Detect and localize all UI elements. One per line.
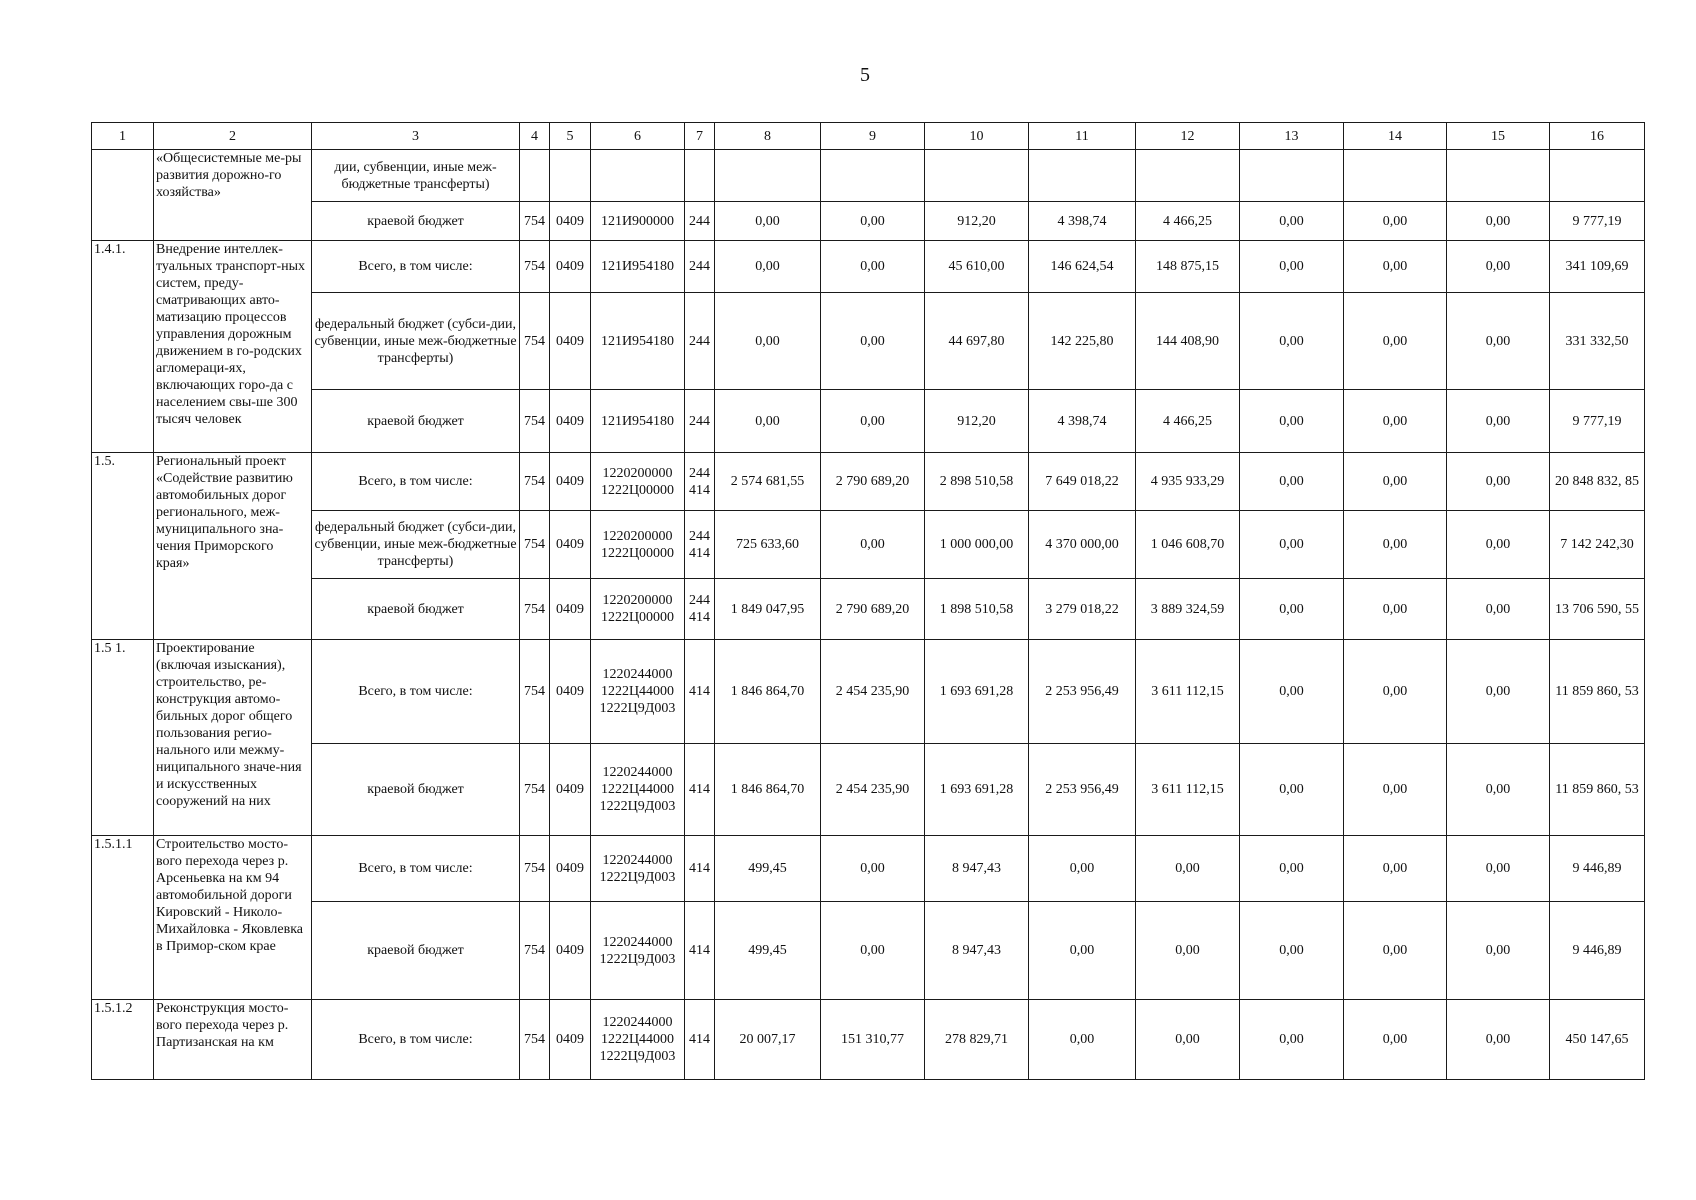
funding-source: Всего, в том числе: <box>312 640 520 744</box>
funding-source: краевой бюджет <box>312 202 520 241</box>
amount-cell: 0,00 <box>1240 293 1344 390</box>
amount-cell: 11 859 860, 53 <box>1550 640 1645 744</box>
funding-source: федеральный бюджет (субси-дии, субвенции, иные меж-бюджетные трансферты) <box>312 511 520 579</box>
amount-cell: 45 610,00 <box>925 241 1029 293</box>
column-number: 9 <box>821 123 925 150</box>
column-number: 2 <box>154 123 312 150</box>
amount-cell: 9 777,19 <box>1550 202 1645 241</box>
amount-cell: 142 225,80 <box>1029 293 1136 390</box>
amount-cell: 1 849 047,95 <box>715 579 821 640</box>
amount-cell: 0,00 <box>1447 453 1550 511</box>
amount-cell: 4 466,25 <box>1136 390 1240 453</box>
amount-cell <box>1240 150 1344 202</box>
amount-cell: 0,00 <box>1136 836 1240 902</box>
amount-cell: 0,00 <box>1447 1000 1550 1080</box>
column-number: 6 <box>591 123 685 150</box>
amount-cell: 0,00 <box>1240 390 1344 453</box>
code-expense-type: 244 414 <box>685 511 715 579</box>
item-number: 1.5. <box>92 453 154 640</box>
amount-cell: 20 007,17 <box>715 1000 821 1080</box>
code-expense-type: 244 414 <box>685 453 715 511</box>
code-target-article: 1220200000 1222Ц00000 <box>591 511 685 579</box>
code-grbs: 754 <box>520 390 550 453</box>
table-row <box>92 293 1645 390</box>
amount-cell: 8 947,43 <box>925 836 1029 902</box>
code-grbs: 754 <box>520 202 550 241</box>
amount-cell <box>925 150 1029 202</box>
page-number: 5 <box>860 64 870 86</box>
code-target-article: 1220244000 1222Ц44000 1222Ц9Д003 <box>591 744 685 836</box>
code-grbs: 754 <box>520 241 550 293</box>
column-number: 7 <box>685 123 715 150</box>
amount-cell: 0,00 <box>1447 579 1550 640</box>
table-body <box>92 123 1645 1080</box>
amount-cell: 144 408,90 <box>1136 293 1240 390</box>
funding-source: Всего, в том числе: <box>312 1000 520 1080</box>
amount-cell: 3 889 324,59 <box>1136 579 1240 640</box>
amount-cell <box>1447 150 1550 202</box>
table-row <box>92 511 1645 579</box>
amount-cell: 0,00 <box>1240 1000 1344 1080</box>
code-section: 0409 <box>550 241 591 293</box>
code-target-article: 1220244000 1222Ц9Д003 <box>591 902 685 1000</box>
code-section: 0409 <box>550 511 591 579</box>
amount-cell <box>821 150 925 202</box>
amount-cell: 4 935 933,29 <box>1136 453 1240 511</box>
amount-cell: 0,00 <box>715 202 821 241</box>
code-expense-type: 244 <box>685 202 715 241</box>
table-row <box>92 453 1645 511</box>
item-name: Проектирование (включая изыскания), строительство, ре-конструкция автомо-бильных дорог общего пользования регио-нального или межму-ниципального значе-ния и искусственных сооружений на них <box>154 640 312 836</box>
amount-cell: 1 898 510,58 <box>925 579 1029 640</box>
amount-cell: 151 310,77 <box>821 1000 925 1080</box>
code-expense-type: 414 <box>685 836 715 902</box>
amount-cell: 0,00 <box>715 241 821 293</box>
amount-cell: 0,00 <box>1447 390 1550 453</box>
table-row <box>92 902 1645 1000</box>
column-number: 12 <box>1136 123 1240 150</box>
amount-cell: 0,00 <box>821 202 925 241</box>
amount-cell: 0,00 <box>1344 744 1447 836</box>
amount-cell: 4 370 000,00 <box>1029 511 1136 579</box>
amount-cell: 0,00 <box>821 390 925 453</box>
code-target-article: 121И954180 <box>591 390 685 453</box>
code-grbs: 754 <box>520 902 550 1000</box>
amount-cell: 0,00 <box>1447 744 1550 836</box>
code-expense-type: 244 <box>685 293 715 390</box>
column-number: 3 <box>312 123 520 150</box>
amount-cell: 0,00 <box>1240 744 1344 836</box>
amount-cell: 278 829,71 <box>925 1000 1029 1080</box>
amount-cell: 9 777,19 <box>1550 390 1645 453</box>
code-section: 0409 <box>550 1000 591 1080</box>
amount-cell: 725 633,60 <box>715 511 821 579</box>
code-section <box>550 150 591 202</box>
amount-cell: 2 790 689,20 <box>821 579 925 640</box>
table-row <box>92 241 1645 293</box>
code-target-article <box>591 150 685 202</box>
amount-cell: 7 142 242,30 <box>1550 511 1645 579</box>
item-number: 1.5.1.2 <box>92 1000 154 1080</box>
amount-cell: 499,45 <box>715 902 821 1000</box>
code-section: 0409 <box>550 453 591 511</box>
amount-cell: 1 693 691,28 <box>925 744 1029 836</box>
table-row <box>92 150 1645 202</box>
amount-cell: 499,45 <box>715 836 821 902</box>
amount-cell: 2 253 956,49 <box>1029 640 1136 744</box>
code-section: 0409 <box>550 293 591 390</box>
amount-cell <box>1344 150 1447 202</box>
amount-cell: 0,00 <box>821 511 925 579</box>
code-expense-type: 414 <box>685 640 715 744</box>
code-grbs: 754 <box>520 640 550 744</box>
amount-cell: 0,00 <box>1344 202 1447 241</box>
code-grbs: 754 <box>520 836 550 902</box>
amount-cell: 11 859 860, 53 <box>1550 744 1645 836</box>
amount-cell: 0,00 <box>1344 836 1447 902</box>
amount-cell: 4 466,25 <box>1136 202 1240 241</box>
column-number: 1 <box>92 123 154 150</box>
table-row <box>92 744 1645 836</box>
amount-cell: 0,00 <box>1029 902 1136 1000</box>
amount-cell: 146 624,54 <box>1029 241 1136 293</box>
amount-cell: 2 454 235,90 <box>821 744 925 836</box>
amount-cell: 1 846 864,70 <box>715 640 821 744</box>
code-expense-type: 244 <box>685 241 715 293</box>
item-number <box>92 150 154 241</box>
amount-cell: 0,00 <box>1240 453 1344 511</box>
code-grbs: 754 <box>520 579 550 640</box>
amount-cell: 912,20 <box>925 202 1029 241</box>
item-number: 1.4.1. <box>92 241 154 453</box>
amount-cell: 9 446,89 <box>1550 902 1645 1000</box>
code-grbs: 754 <box>520 293 550 390</box>
column-number: 15 <box>1447 123 1550 150</box>
amount-cell <box>1029 150 1136 202</box>
amount-cell: 2 253 956,49 <box>1029 744 1136 836</box>
amount-cell: 0,00 <box>821 293 925 390</box>
amount-cell: 2 898 510,58 <box>925 453 1029 511</box>
amount-cell: 331 332,50 <box>1550 293 1645 390</box>
amount-cell: 0,00 <box>1029 1000 1136 1080</box>
column-number: 13 <box>1240 123 1344 150</box>
amount-cell: 0,00 <box>1447 640 1550 744</box>
amount-cell: 3 611 112,15 <box>1136 640 1240 744</box>
code-section: 0409 <box>550 390 591 453</box>
amount-cell: 4 398,74 <box>1029 390 1136 453</box>
funding-source: краевой бюджет <box>312 902 520 1000</box>
amount-cell: 0,00 <box>1240 902 1344 1000</box>
table-row <box>92 390 1645 453</box>
amount-cell: 450 147,65 <box>1550 1000 1645 1080</box>
amount-cell: 0,00 <box>1344 390 1447 453</box>
amount-cell: 0,00 <box>1240 241 1344 293</box>
code-grbs <box>520 150 550 202</box>
item-name: Строительство мосто-вого перехода через р. Арсеньевка на км 94 автомобильной дороги Кировский - Николо-Михайловка - Яковлевка в Примор-ском крае <box>154 836 312 1000</box>
code-target-article: 121И954180 <box>591 241 685 293</box>
amount-cell: 148 875,15 <box>1136 241 1240 293</box>
amount-cell: 0,00 <box>1447 836 1550 902</box>
amount-cell: 0,00 <box>821 836 925 902</box>
amount-cell: 44 697,80 <box>925 293 1029 390</box>
amount-cell: 1 693 691,28 <box>925 640 1029 744</box>
column-number: 4 <box>520 123 550 150</box>
item-name: Реконструкция мосто-вого перехода через р. Партизанская на км <box>154 1000 312 1080</box>
amount-cell: 3 279 018,22 <box>1029 579 1136 640</box>
amount-cell: 0,00 <box>715 293 821 390</box>
amount-cell: 1 000 000,00 <box>925 511 1029 579</box>
amount-cell: 0,00 <box>1240 640 1344 744</box>
code-target-article: 1220244000 1222Ц44000 1222Ц9Д003 <box>591 1000 685 1080</box>
funding-source: Всего, в том числе: <box>312 241 520 293</box>
amount-cell: 0,00 <box>1447 511 1550 579</box>
code-section: 0409 <box>550 902 591 1000</box>
funding-source: краевой бюджет <box>312 579 520 640</box>
amount-cell: 0,00 <box>1344 241 1447 293</box>
code-section: 0409 <box>550 202 591 241</box>
code-expense-type: 414 <box>685 744 715 836</box>
amount-cell: 0,00 <box>1344 902 1447 1000</box>
code-section: 0409 <box>550 579 591 640</box>
item-number: 1.5.1.1 <box>92 836 154 1000</box>
code-target-article: 1220244000 1222Ц44000 1222Ц9Д003 <box>591 640 685 744</box>
amount-cell: 7 649 018,22 <box>1029 453 1136 511</box>
item-name: Региональный проект «Содействие развитию автомобильных дорог регионального, меж-муниципального зна-чения Приморского края» <box>154 453 312 640</box>
funding-source: федеральный бюджет (субси-дии, субвенции, иные меж-бюджетные трансферты) <box>312 293 520 390</box>
table-row <box>92 1000 1645 1080</box>
funding-source: дии, субвенции, иные меж-бюджетные трансферты) <box>312 150 520 202</box>
amount-cell: 0,00 <box>1344 453 1447 511</box>
table-row <box>92 836 1645 902</box>
amount-cell: 912,20 <box>925 390 1029 453</box>
code-target-article: 1220200000 1222Ц00000 <box>591 453 685 511</box>
column-number: 11 <box>1029 123 1136 150</box>
column-number: 16 <box>1550 123 1645 150</box>
table-row <box>92 579 1645 640</box>
table-row <box>92 640 1645 744</box>
amount-cell <box>1550 150 1645 202</box>
code-target-article: 1220200000 1222Ц00000 <box>591 579 685 640</box>
amount-cell <box>715 150 821 202</box>
funding-source: Всего, в том числе: <box>312 453 520 511</box>
amount-cell: 0,00 <box>1136 902 1240 1000</box>
amount-cell: 0,00 <box>1240 511 1344 579</box>
amount-cell: 2 574 681,55 <box>715 453 821 511</box>
amount-cell: 8 947,43 <box>925 902 1029 1000</box>
amount-cell: 13 706 590, 55 <box>1550 579 1645 640</box>
amount-cell: 0,00 <box>1240 836 1344 902</box>
amount-cell: 0,00 <box>1240 579 1344 640</box>
code-target-article: 1220244000 1222Ц9Д003 <box>591 836 685 902</box>
column-number-row <box>92 123 1645 150</box>
code-section: 0409 <box>550 744 591 836</box>
code-expense-type: 244 <box>685 390 715 453</box>
amount-cell: 0,00 <box>1447 241 1550 293</box>
amount-cell: 0,00 <box>1136 1000 1240 1080</box>
amount-cell: 0,00 <box>1447 293 1550 390</box>
item-number: 1.5 1. <box>92 640 154 836</box>
amount-cell: 4 398,74 <box>1029 202 1136 241</box>
amount-cell: 0,00 <box>821 241 925 293</box>
table-row <box>92 202 1645 241</box>
amount-cell: 0,00 <box>1447 902 1550 1000</box>
amount-cell: 1 846 864,70 <box>715 744 821 836</box>
amount-cell: 0,00 <box>1344 1000 1447 1080</box>
amount-cell: 0,00 <box>1447 202 1550 241</box>
item-name: «Общесистемные ме-ры развития дорожно-го хозяйства» <box>154 150 312 241</box>
amount-cell: 20 848 832, 85 <box>1550 453 1645 511</box>
funding-source: Всего, в том числе: <box>312 836 520 902</box>
code-expense-type: 414 <box>685 1000 715 1080</box>
column-number: 10 <box>925 123 1029 150</box>
budget-table <box>91 122 1645 1080</box>
code-section: 0409 <box>550 640 591 744</box>
code-grbs: 754 <box>520 744 550 836</box>
amount-cell: 0,00 <box>1344 293 1447 390</box>
amount-cell <box>1136 150 1240 202</box>
amount-cell: 0,00 <box>1344 640 1447 744</box>
column-number: 14 <box>1344 123 1447 150</box>
column-number: 5 <box>550 123 591 150</box>
code-grbs: 754 <box>520 511 550 579</box>
amount-cell: 0,00 <box>1240 202 1344 241</box>
code-target-article: 121И954180 <box>591 293 685 390</box>
amount-cell: 1 046 608,70 <box>1136 511 1240 579</box>
amount-cell: 0,00 <box>715 390 821 453</box>
item-name: Внедрение интеллек-туальных транспорт-ных систем, преду-сматривающих авто-матизацию процессов управления дорожным движением в го-родских агломераци-ях, включающих горо-да с населением свы-ше 300 тысяч человек <box>154 241 312 453</box>
code-expense-type: 414 <box>685 902 715 1000</box>
amount-cell: 2 454 235,90 <box>821 640 925 744</box>
amount-cell: 341 109,69 <box>1550 241 1645 293</box>
amount-cell: 9 446,89 <box>1550 836 1645 902</box>
code-expense-type: 244 414 <box>685 579 715 640</box>
code-target-article: 121И900000 <box>591 202 685 241</box>
amount-cell: 0,00 <box>1344 511 1447 579</box>
code-section: 0409 <box>550 836 591 902</box>
code-grbs: 754 <box>520 1000 550 1080</box>
amount-cell: 2 790 689,20 <box>821 453 925 511</box>
amount-cell: 3 611 112,15 <box>1136 744 1240 836</box>
code-expense-type <box>685 150 715 202</box>
funding-source: краевой бюджет <box>312 390 520 453</box>
amount-cell: 0,00 <box>1344 579 1447 640</box>
funding-source: краевой бюджет <box>312 744 520 836</box>
amount-cell: 0,00 <box>1029 836 1136 902</box>
column-number: 8 <box>715 123 821 150</box>
code-grbs: 754 <box>520 453 550 511</box>
amount-cell: 0,00 <box>821 902 925 1000</box>
